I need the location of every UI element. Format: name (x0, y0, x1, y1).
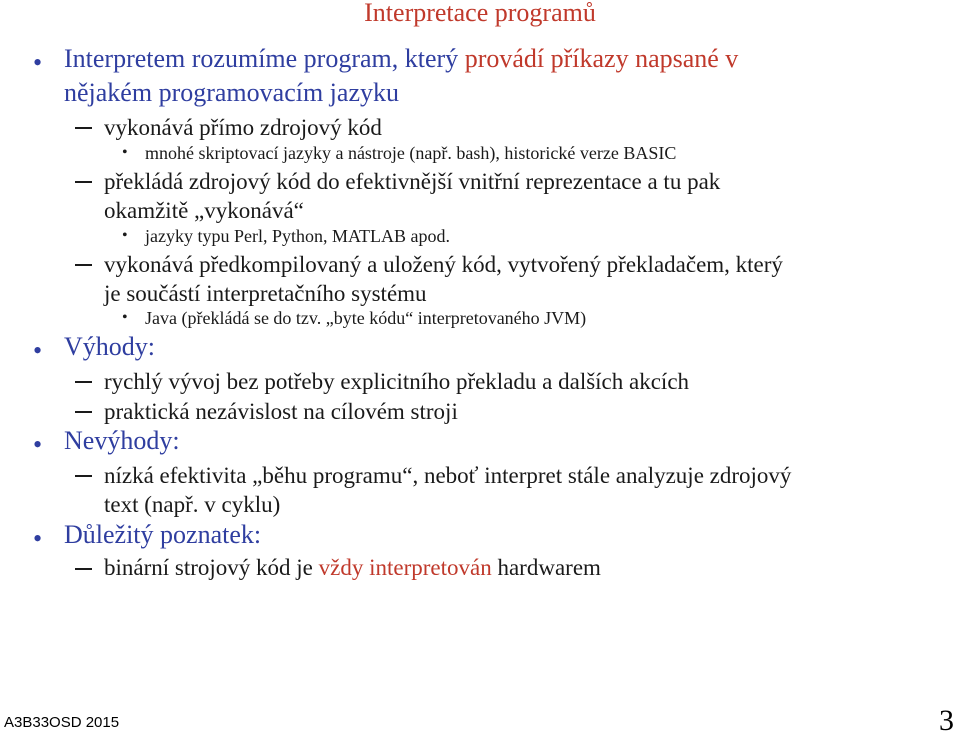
accent-text: provádí příkazy napsané v (464, 44, 739, 73)
bullet-interpreter (64, 46, 738, 72)
dash-marker (75, 181, 92, 183)
dash-marker (75, 475, 92, 477)
bullet-dot: • (122, 144, 128, 161)
dash-marker (75, 264, 92, 266)
subbullet-translate-line2: okamžitě „vykonává“ (104, 198, 304, 223)
subbullet-binary-code (104, 556, 601, 579)
dash-marker (75, 381, 92, 383)
subbullet-translate: překládá zdrojový kód do efektivnější vnitřní reprezentace a tu pak (104, 169, 721, 194)
bullet-dot: • (33, 430, 43, 459)
page-number: 3 (939, 704, 954, 737)
subbullet-text: hardwarem (491, 555, 601, 580)
bullet-dot: • (33, 524, 43, 553)
bullet-dot: • (122, 309, 128, 326)
dash-marker (75, 127, 92, 129)
subbullet-precompiled-line2: je součástí interpretačního systému (104, 281, 427, 306)
slide-title: Interpretace programů (364, 0, 596, 27)
accent-text: vždy interpretován (318, 555, 492, 580)
bullet-disadvantages: Nevýhody: (64, 426, 180, 455)
subbullet-precompiled: vykonává předkompilovaný a uložený kód, vytvořený překladačem, který (104, 252, 783, 277)
bullet-dot: • (33, 336, 43, 365)
bullet-dot: • (33, 48, 43, 77)
subbullet-portability: praktická nezávislost na cílovém stroji (104, 399, 458, 424)
bullet-dot: • (122, 227, 128, 244)
footer-course-code: A3B33OSD 2015 (4, 714, 120, 731)
subsub-scripting: mnohé skriptovací jazyky a nástroje (např. bash), historické verze BASIC (145, 143, 677, 163)
subbullet-text: binární strojový kód je (104, 555, 319, 580)
subbullet-fast-dev: rychlý vývoj bez potřeby explicitního překladu a dalších akcích (104, 369, 690, 394)
subbullet-direct: vykonává přímo zdrojový kód (104, 115, 382, 140)
dash-marker (75, 411, 92, 413)
subbullet-low-efficiency-line2: text (např. v cyklu) (104, 492, 281, 517)
bullet-important: Důležitý poznatek: (64, 520, 262, 549)
subbullet-low-efficiency: nízká efektivita „běhu programu“, neboť interpret stále analyzuje zdrojový (104, 463, 792, 488)
bullet-advantages: Výhody: (64, 332, 155, 361)
subsub-java: Java (překládá se do tzv. „byte kódu“ interpretovaného JVM) (145, 308, 587, 328)
dash-marker (75, 568, 92, 570)
subsub-perl-python: jazyky typu Perl, Python, MATLAB apod. (145, 226, 450, 246)
bullet-interpreter-line2: nějakém programovacím jazyku (64, 78, 399, 107)
bullet-text: Interpretem rozumíme program, který (64, 44, 465, 73)
